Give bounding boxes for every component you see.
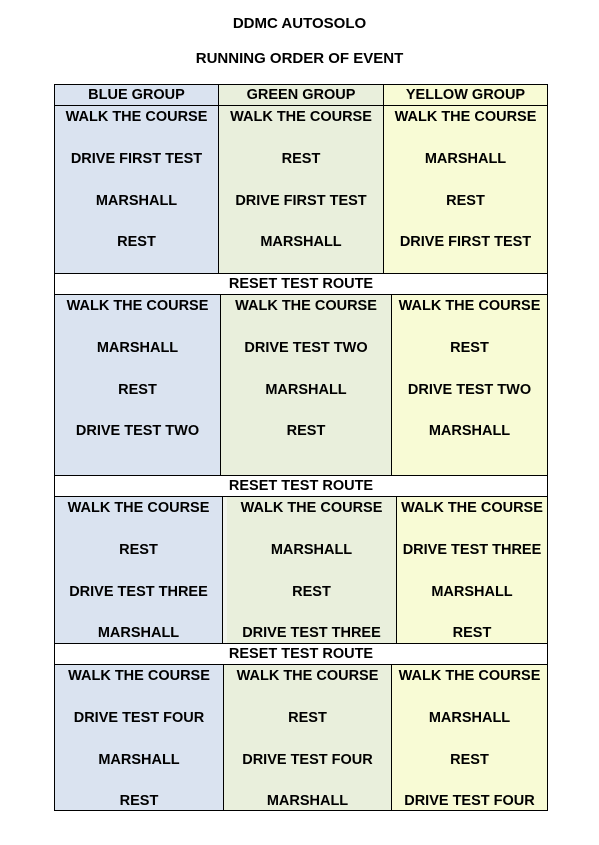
header-green-group: [219, 85, 384, 105]
header-yellow-group: [384, 85, 547, 105]
block-2-green: [221, 295, 392, 475]
block-3-green-step-3: REST: [292, 584, 331, 600]
block-1-green-step-2: REST: [281, 151, 321, 167]
block-3-blue-step-1: WALK THE COURSE: [67, 500, 210, 516]
block-1-green: [219, 106, 384, 273]
schedule-block-1: [54, 105, 548, 274]
schedule-block-3: [54, 496, 548, 644]
header-blue-label: BLUE GROUP: [88, 87, 185, 103]
reset-test-route-3: RESET TEST ROUTE: [54, 643, 548, 665]
block-4-blue-step-1: WALK THE COURSE: [68, 668, 210, 684]
block-1-yellow-step-3: REST: [446, 193, 485, 209]
block-1-green-step-1: WALK THE COURSE: [230, 109, 372, 125]
block-2-yellow-step-4: MARSHALL: [428, 423, 511, 439]
reset-test-route-1: RESET TEST ROUTE: [54, 273, 548, 295]
block-4-green-step-1: WALK THE COURSE: [236, 668, 379, 684]
header-blue-group: [55, 85, 219, 105]
block-4-green-step-4: MARSHALL: [266, 793, 349, 809]
block-4-blue-step-4: REST: [119, 793, 159, 809]
block-4-blue-step-3: MARSHALL: [98, 752, 180, 768]
block-2-blue-step-1: WALK THE COURSE: [66, 298, 209, 314]
block-2-blue-step-2: MARSHALL: [96, 340, 179, 356]
block-3-blue-step-3: DRIVE TEST THREE: [69, 584, 208, 600]
block-2-yellow-step-3: DRIVE TEST TWO: [407, 382, 532, 398]
block-4-green-step-2: REST: [288, 710, 327, 726]
block-3-blue-step-4: MARSHALL: [97, 625, 180, 641]
block-4-yellow-step-1: WALK THE COURSE: [398, 668, 541, 684]
block-1-green-step-4: MARSHALL: [260, 234, 342, 250]
block-4-green-step-3: DRIVE TEST FOUR: [242, 752, 373, 768]
block-1-yellow-step-1: WALK THE COURSE: [394, 109, 537, 125]
block-3-blue: [55, 497, 223, 643]
block-1-blue-step-1: WALK THE COURSE: [65, 109, 208, 125]
block-3-yellow-step-4: REST: [452, 625, 492, 641]
block-3-green-step-1: WALK THE COURSE: [240, 500, 383, 516]
block-3-blue-step-2: REST: [119, 542, 158, 558]
block-4-yellow-step-3: REST: [450, 752, 489, 768]
block-3-yellow-step-3: MARSHALL: [431, 584, 513, 600]
block-3-green-step-2: MARSHALL: [270, 542, 353, 558]
block-2-blue: [55, 295, 221, 475]
block-2-green-step-3: MARSHALL: [265, 382, 347, 398]
block-2-green-step-1: WALK THE COURSE: [235, 298, 377, 314]
block-4-blue: [55, 665, 224, 810]
block-2-blue-step-4: DRIVE TEST TWO: [75, 423, 200, 439]
block-1-yellow: [384, 106, 547, 273]
block-2-yellow-step-1: WALK THE COURSE: [398, 298, 541, 314]
block-4-yellow: [392, 665, 547, 810]
schedule-block-2: [54, 294, 548, 476]
block-2-green-step-2: DRIVE TEST TWO: [244, 340, 368, 356]
block-3-green: [223, 497, 397, 643]
header-green-label: GREEN GROUP: [246, 87, 356, 103]
document-title: DDMC AUTOSOLO: [232, 15, 367, 32]
block-2-yellow: [392, 295, 547, 475]
schedule-block-4: [54, 664, 548, 811]
header-yellow-label: YELLOW GROUP: [405, 87, 526, 103]
block-3-green-step-4: DRIVE TEST THREE: [242, 625, 381, 641]
block-2-blue-step-3: REST: [118, 382, 157, 398]
block-4-green: [224, 665, 392, 810]
block-1-yellow-step-4: DRIVE FIRST TEST: [399, 234, 532, 250]
block-1-blue-step-3: MARSHALL: [95, 193, 178, 209]
block-4-yellow-step-4: DRIVE TEST FOUR: [404, 793, 535, 809]
block-1-blue: [55, 106, 219, 273]
block-1-yellow-step-2: MARSHALL: [424, 151, 507, 167]
block-4-blue-step-2: DRIVE TEST FOUR: [73, 710, 205, 726]
block-4-yellow-step-2: MARSHALL: [428, 710, 511, 726]
block-3-yellow: [397, 497, 547, 643]
block-2-green-step-4: REST: [286, 423, 326, 439]
header-row: [54, 84, 548, 106]
document-subtitle: RUNNING ORDER OF EVENT: [195, 50, 404, 67]
block-1-blue-step-2: DRIVE FIRST TEST: [70, 151, 203, 167]
block-1-blue-step-4: REST: [117, 234, 156, 250]
block-1-green-step-3: DRIVE FIRST TEST: [235, 193, 367, 209]
block-3-yellow-step-1: WALK THE COURSE: [401, 500, 543, 516]
reset-test-route-2: RESET TEST ROUTE: [54, 475, 548, 497]
block-2-yellow-step-2: REST: [450, 340, 489, 356]
block-3-yellow-step-2: DRIVE TEST THREE: [402, 542, 542, 558]
